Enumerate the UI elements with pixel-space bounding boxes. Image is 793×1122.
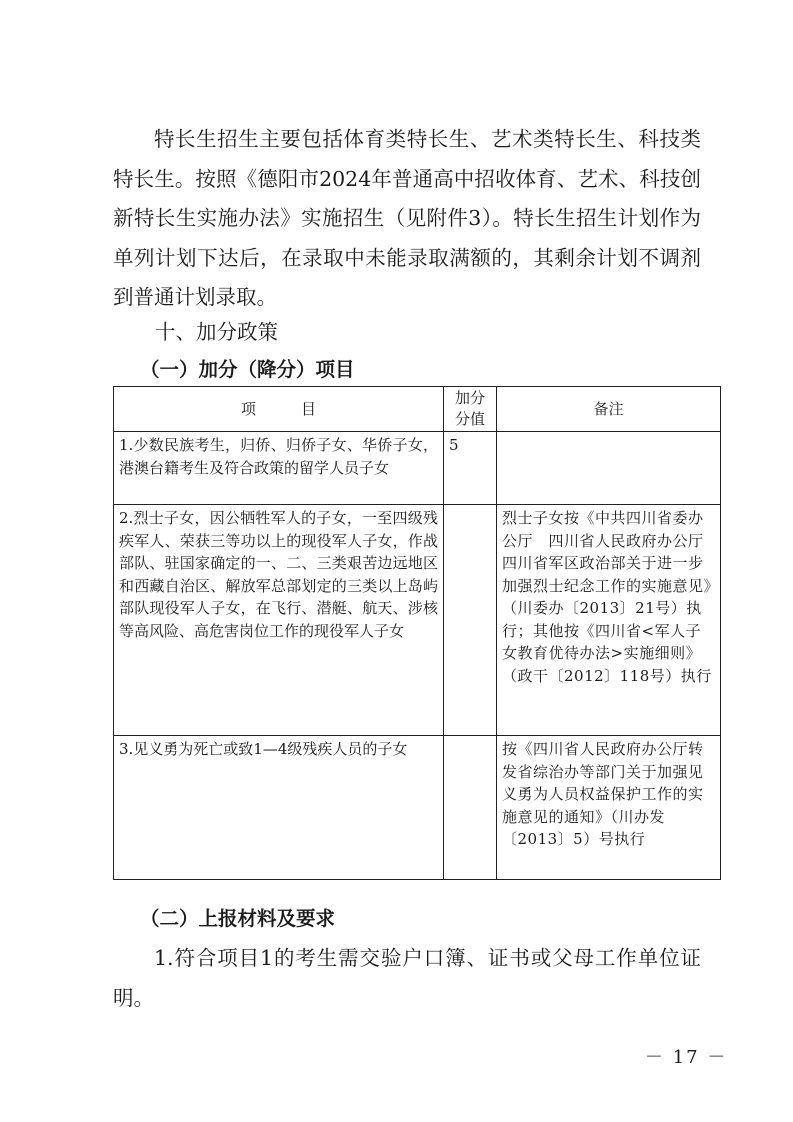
row-2-value [444, 505, 497, 736]
table-row [114, 736, 721, 880]
bonus-points-table [113, 386, 721, 880]
row-2-item: 2.烈士子女，因公牺牲军人的子女，一至四级残疾军人、荣获三等功以上的现役军人子女，作战部队、驻国家确定的一、二、三类艰苦边远地区和西藏自治区、解放军总部划定的三类以上岛屿部队现役军人子女，在飞行、潜艇、航天、涉核等高风险、高危害岗位工作的现役军人子女 [114, 505, 444, 736]
row-3-value [444, 736, 497, 880]
section-heading-bonus-policy: 十、加分政策 [155, 320, 278, 344]
table-header-row [114, 387, 721, 432]
header-remark: 备注 [497, 387, 721, 432]
row-3-remark: 按《四川省人民政府办公厅转发省综治办等部门关于加强见义勇为人员权益保护工作的实施意见的通知》（川办发〔2013〕5）号执行 [497, 736, 721, 880]
header-item: 项 目 [114, 387, 444, 432]
page-number: － 17 － [645, 1047, 728, 1068]
sub-heading-bonus-items: （一）加分（降分）项目 [140, 358, 355, 381]
row-1-value: 5 [444, 432, 497, 505]
materials-item-1: 1.符合项目1的考生需交验户口簿、证书或父母工作单位证明。 [113, 946, 701, 1010]
intro-paragraph: 特长生招生主要包括体育类特长生、艺术类特长生、科技类特长生。按照《德阳市2024年普通高中招收体育、艺术、科技创新特长生实施办法》实施招生（见附件3）。特长生招生计划作为单列计划下达后，在录取中未能录取满额的，其剩余计划不调剂到普通计划录取。 [113, 127, 701, 309]
sub-heading-materials: （二）上报材料及要求 [140, 907, 336, 930]
row-3-item: 3.见义勇为死亡或致1—4级残疾人员的子女 [114, 736, 444, 880]
row-1-remark [497, 432, 721, 505]
table-row [114, 432, 721, 505]
row-1-item: 1.少数民族考生，归侨、归侨子女、华侨子女，港澳台籍考生及符合政策的留学人员子女 [114, 432, 444, 505]
header-value: 加分分值 [444, 387, 497, 432]
row-2-remark: 烈士子女按《中共四川省委办公厅 四川省人民政府办公厅 四川省军区政治部关于进一步加强烈士纪念工作的实施意见》（川委办〔2013〕21号）执行；其他按《四川省<军人子女教育优待办法>实施细则》（政干〔2012〕118号）执行 [497, 505, 721, 736]
table-row [114, 505, 721, 736]
